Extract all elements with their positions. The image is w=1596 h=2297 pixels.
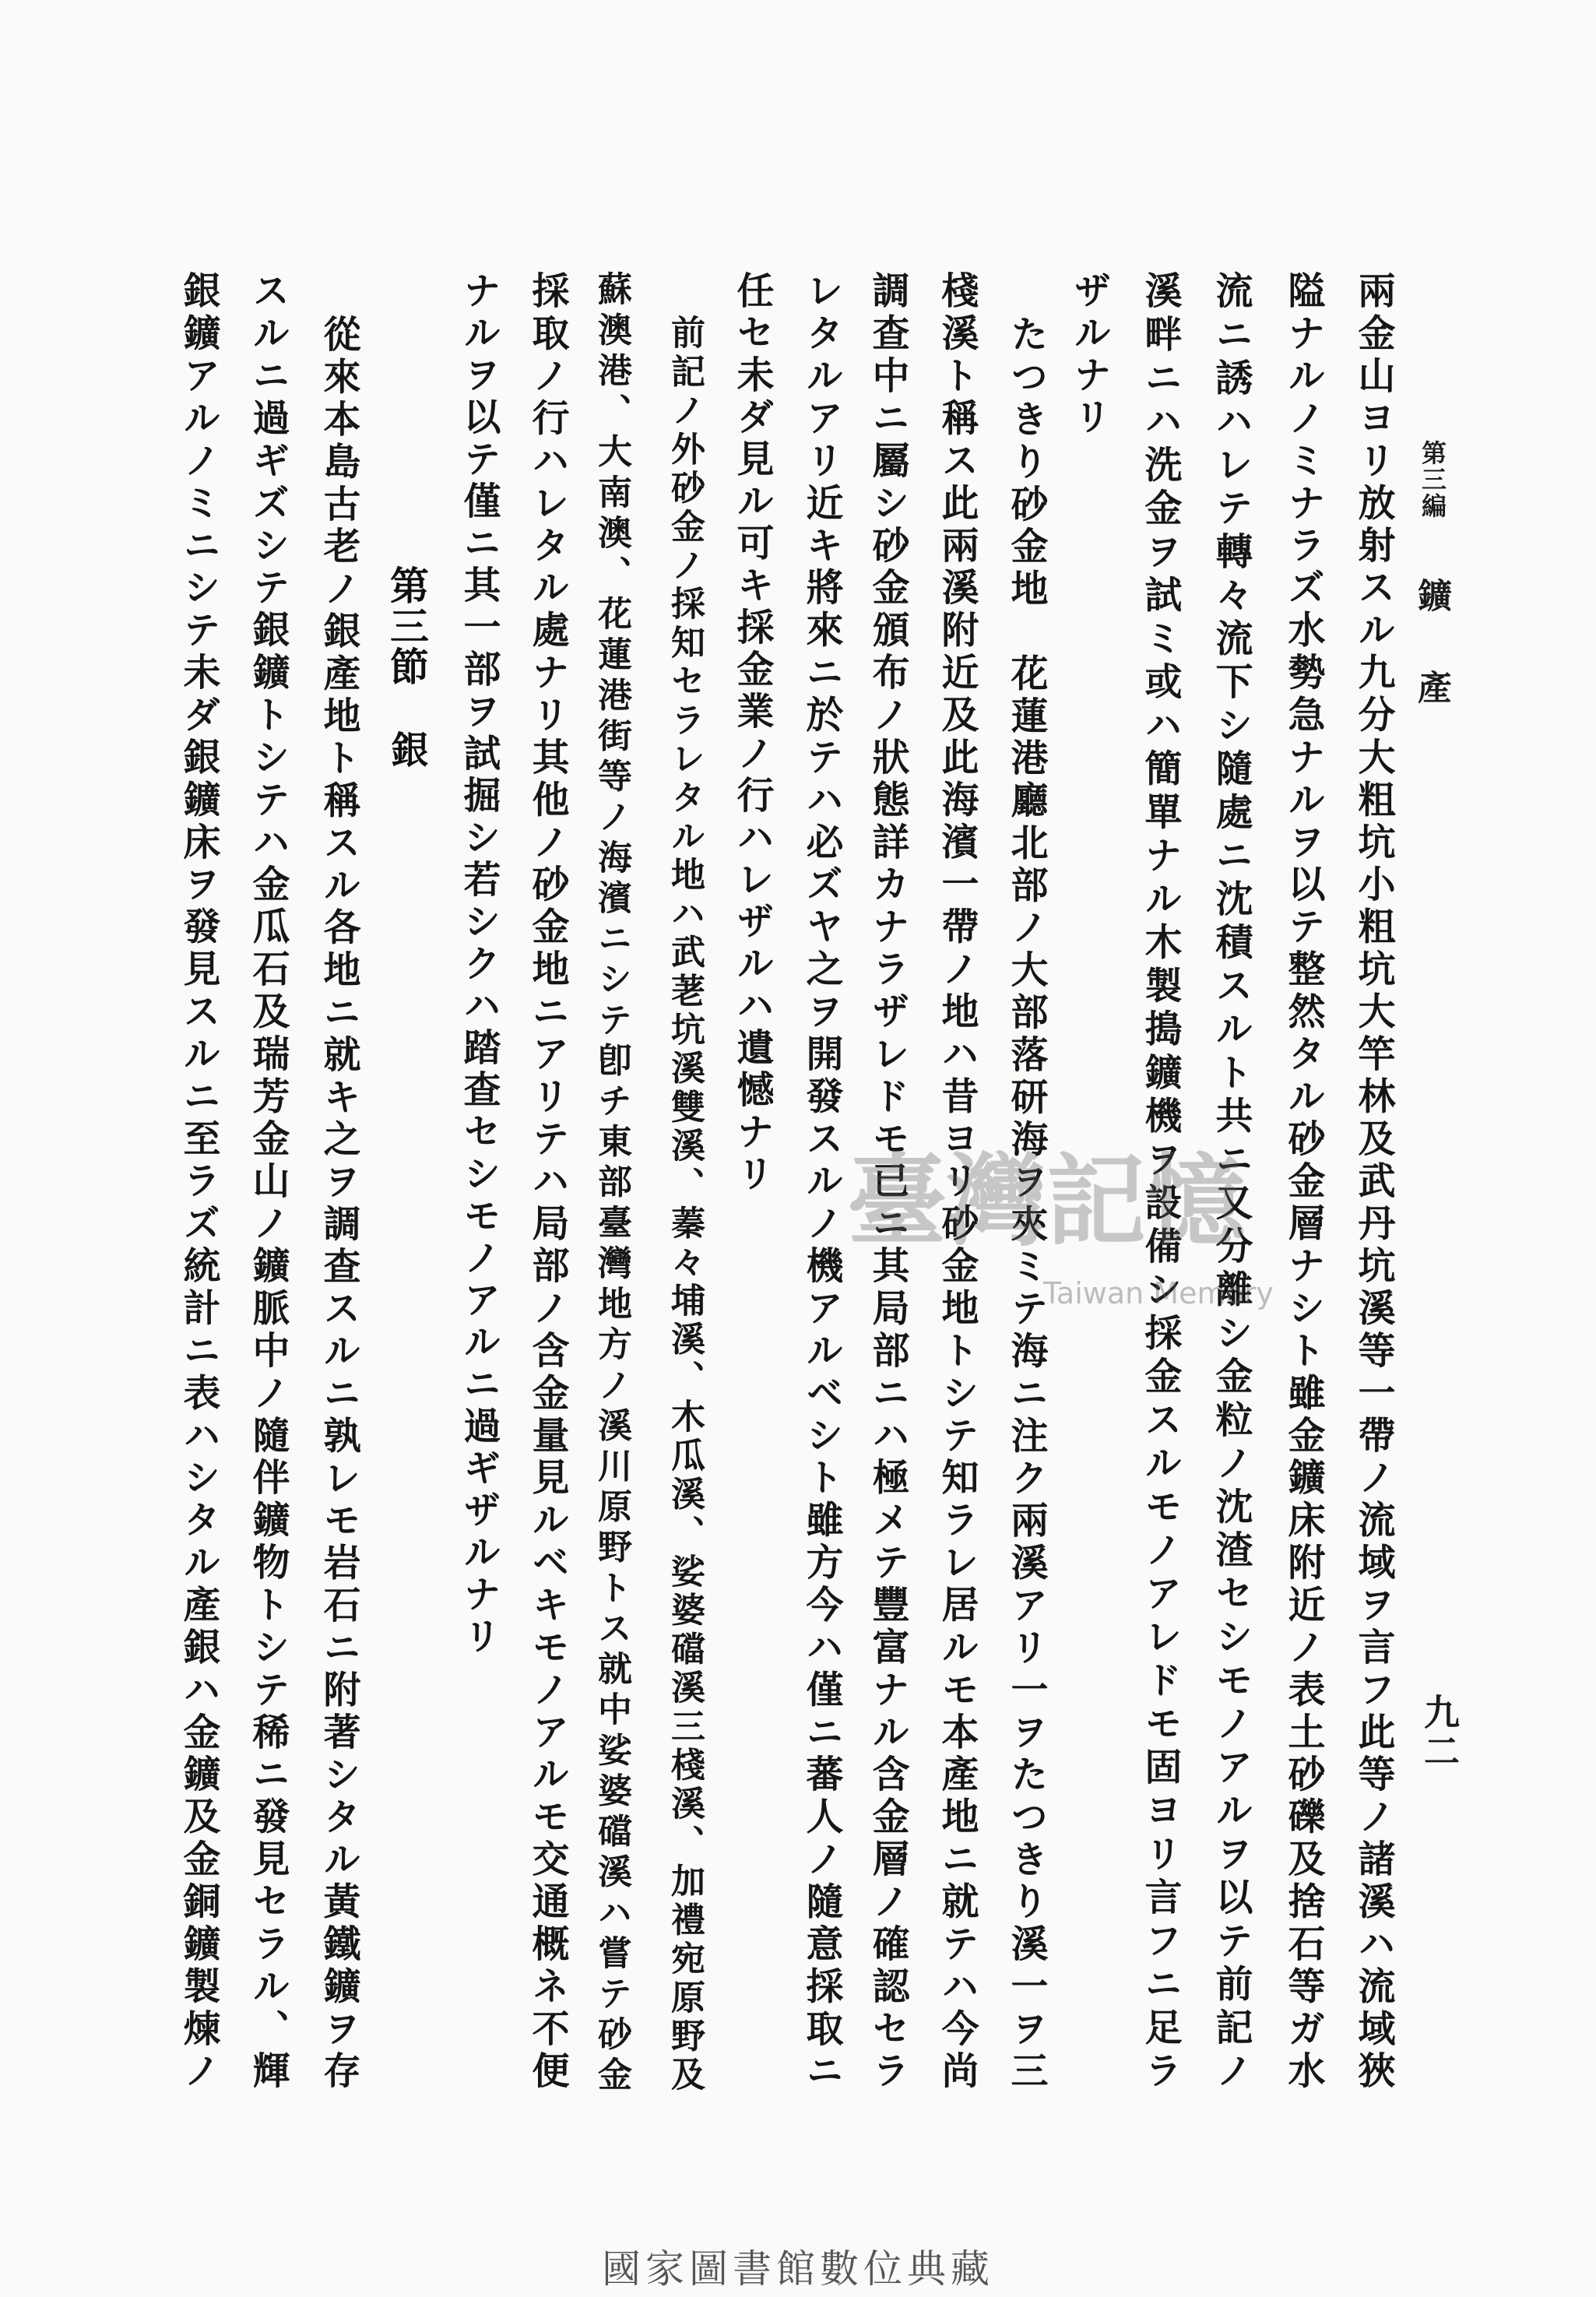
text-column: レタルアリ近キ將來ニ於テハ必ズヤ之ヲ開發スルノ機アルベシト雖方今ハ僅ニ蕃人ノ隨意採取ニ <box>800 271 843 2093</box>
page-number: 九二 <box>1418 1694 1461 1771</box>
text-column: 從來本島古老ノ銀產地ト稱スル各地ニ就キ之ヲ調查スルニ孰レモ岩石ニ附著シタル黃鐵鑛ヲ存 <box>317 315 360 2094</box>
running-header-subject: 鑛 <box>1411 578 1451 612</box>
text-column: 銀鑛アルノミニシテ未ダ銀鑛床ヲ發見スルニ至ラズ統計ニ表ハシタル產銀ハ金鑛及金銅鑛製煉ノ <box>177 271 220 2094</box>
section-title: 銀 <box>385 730 428 768</box>
text-column: 隘ナルノミナラズ水勢急ナルヲ以テ整然タル砂金層ナシト雖金鑛床附近ノ表土砂礫及捨石等ガ水 <box>1281 271 1325 2093</box>
text-column: 流ニ誘ハレテ轉々流下シ隨處ニ沈積スルト共ニ又分離シ金粒ノ沈渣セシモノアルヲ以テ前記ノ <box>1209 271 1253 2094</box>
text-column: 蘇澳港、大南澳、花蓮港街等ノ海濱ニシテ卽チ東部臺灣地方ノ溪川原野トス就中娑婆礑溪ハ嘗テ砂金 <box>592 271 631 2093</box>
text-column: 兩金山ヨリ放射スル九分大粗坑小粗坑大竿林及武丹坑溪等一帶ノ流域ヲ言フ此等ノ諸溪ハ流域狹 <box>1352 271 1395 2093</box>
running-header-subject: 產 <box>1411 670 1451 704</box>
text-column: ザルナリ <box>1067 271 1111 439</box>
text-column: ナルヲ以テ僅ニ其一部ヲ試掘シ若シクハ踏查セシモノアルニ過ギザルナリ <box>457 271 501 1659</box>
footer-credit: 國家圖書館數位典藏 <box>602 2246 994 2292</box>
paragraph-heading: たつきり砂金地 <box>1004 315 1048 611</box>
text-column: スルニ過ギズシテ銀鑛トシテハ金瓜石及瑞芳金山ノ鑛脈中ノ隨伴鑛物トシテ稀ニ發見セラル、輝 <box>246 271 290 2093</box>
text-column: 溪畔ニハ洗金ヲ試ミ或ハ簡單ナル木製搗鑛機ヲ設備シ採金スルモノアレドモ固ヨリ言フニ足ラ <box>1138 271 1182 2093</box>
text-column: 棧溪ト稱ス此兩溪附近及此海濱一帶ノ地ハ昔ヨリ砂金地トシテ知ラレ居ルモ本產地ニ就テハ今尚 <box>935 271 979 2093</box>
text-column: 調查中ニ屬シ砂金頒布ノ狀態詳カナラザレドモ已ニ其局部ニハ極メテ豐富ナル含金層ノ確認セラ <box>866 271 909 2093</box>
section-heading: 第三節 <box>384 565 430 687</box>
watermark-logo: 臺灣記憶 <box>847 1143 1246 1260</box>
running-header-part: 第三編 <box>1418 440 1447 519</box>
text-column: 採取ノ行ハレタル處ナリ其他ノ砂金地ニアリテハ局部ノ含金量見ルベキモノアルモ交通概ネ不便 <box>526 271 569 2093</box>
watermark-caption: Taiwan Memory <box>1043 1276 1274 1310</box>
text-column: 任セ未ダ見ル可キ採金業ノ行ハレザルハ遺憾ナリ <box>730 271 774 1196</box>
text-run: 花蓮港廳北部ノ大部落研海ヲ夾ミテ海ニ注ク兩溪アリ一ヲたつきり溪一ヲ三 <box>1004 610 1048 2094</box>
text-column: 前記ノ外砂金ノ採知セラレタル地ハ武荖坑溪雙溪、蓁々埔溪、木瓜溪、娑婆礑溪三棧溪、加禮宛原野及 <box>665 315 705 2093</box>
